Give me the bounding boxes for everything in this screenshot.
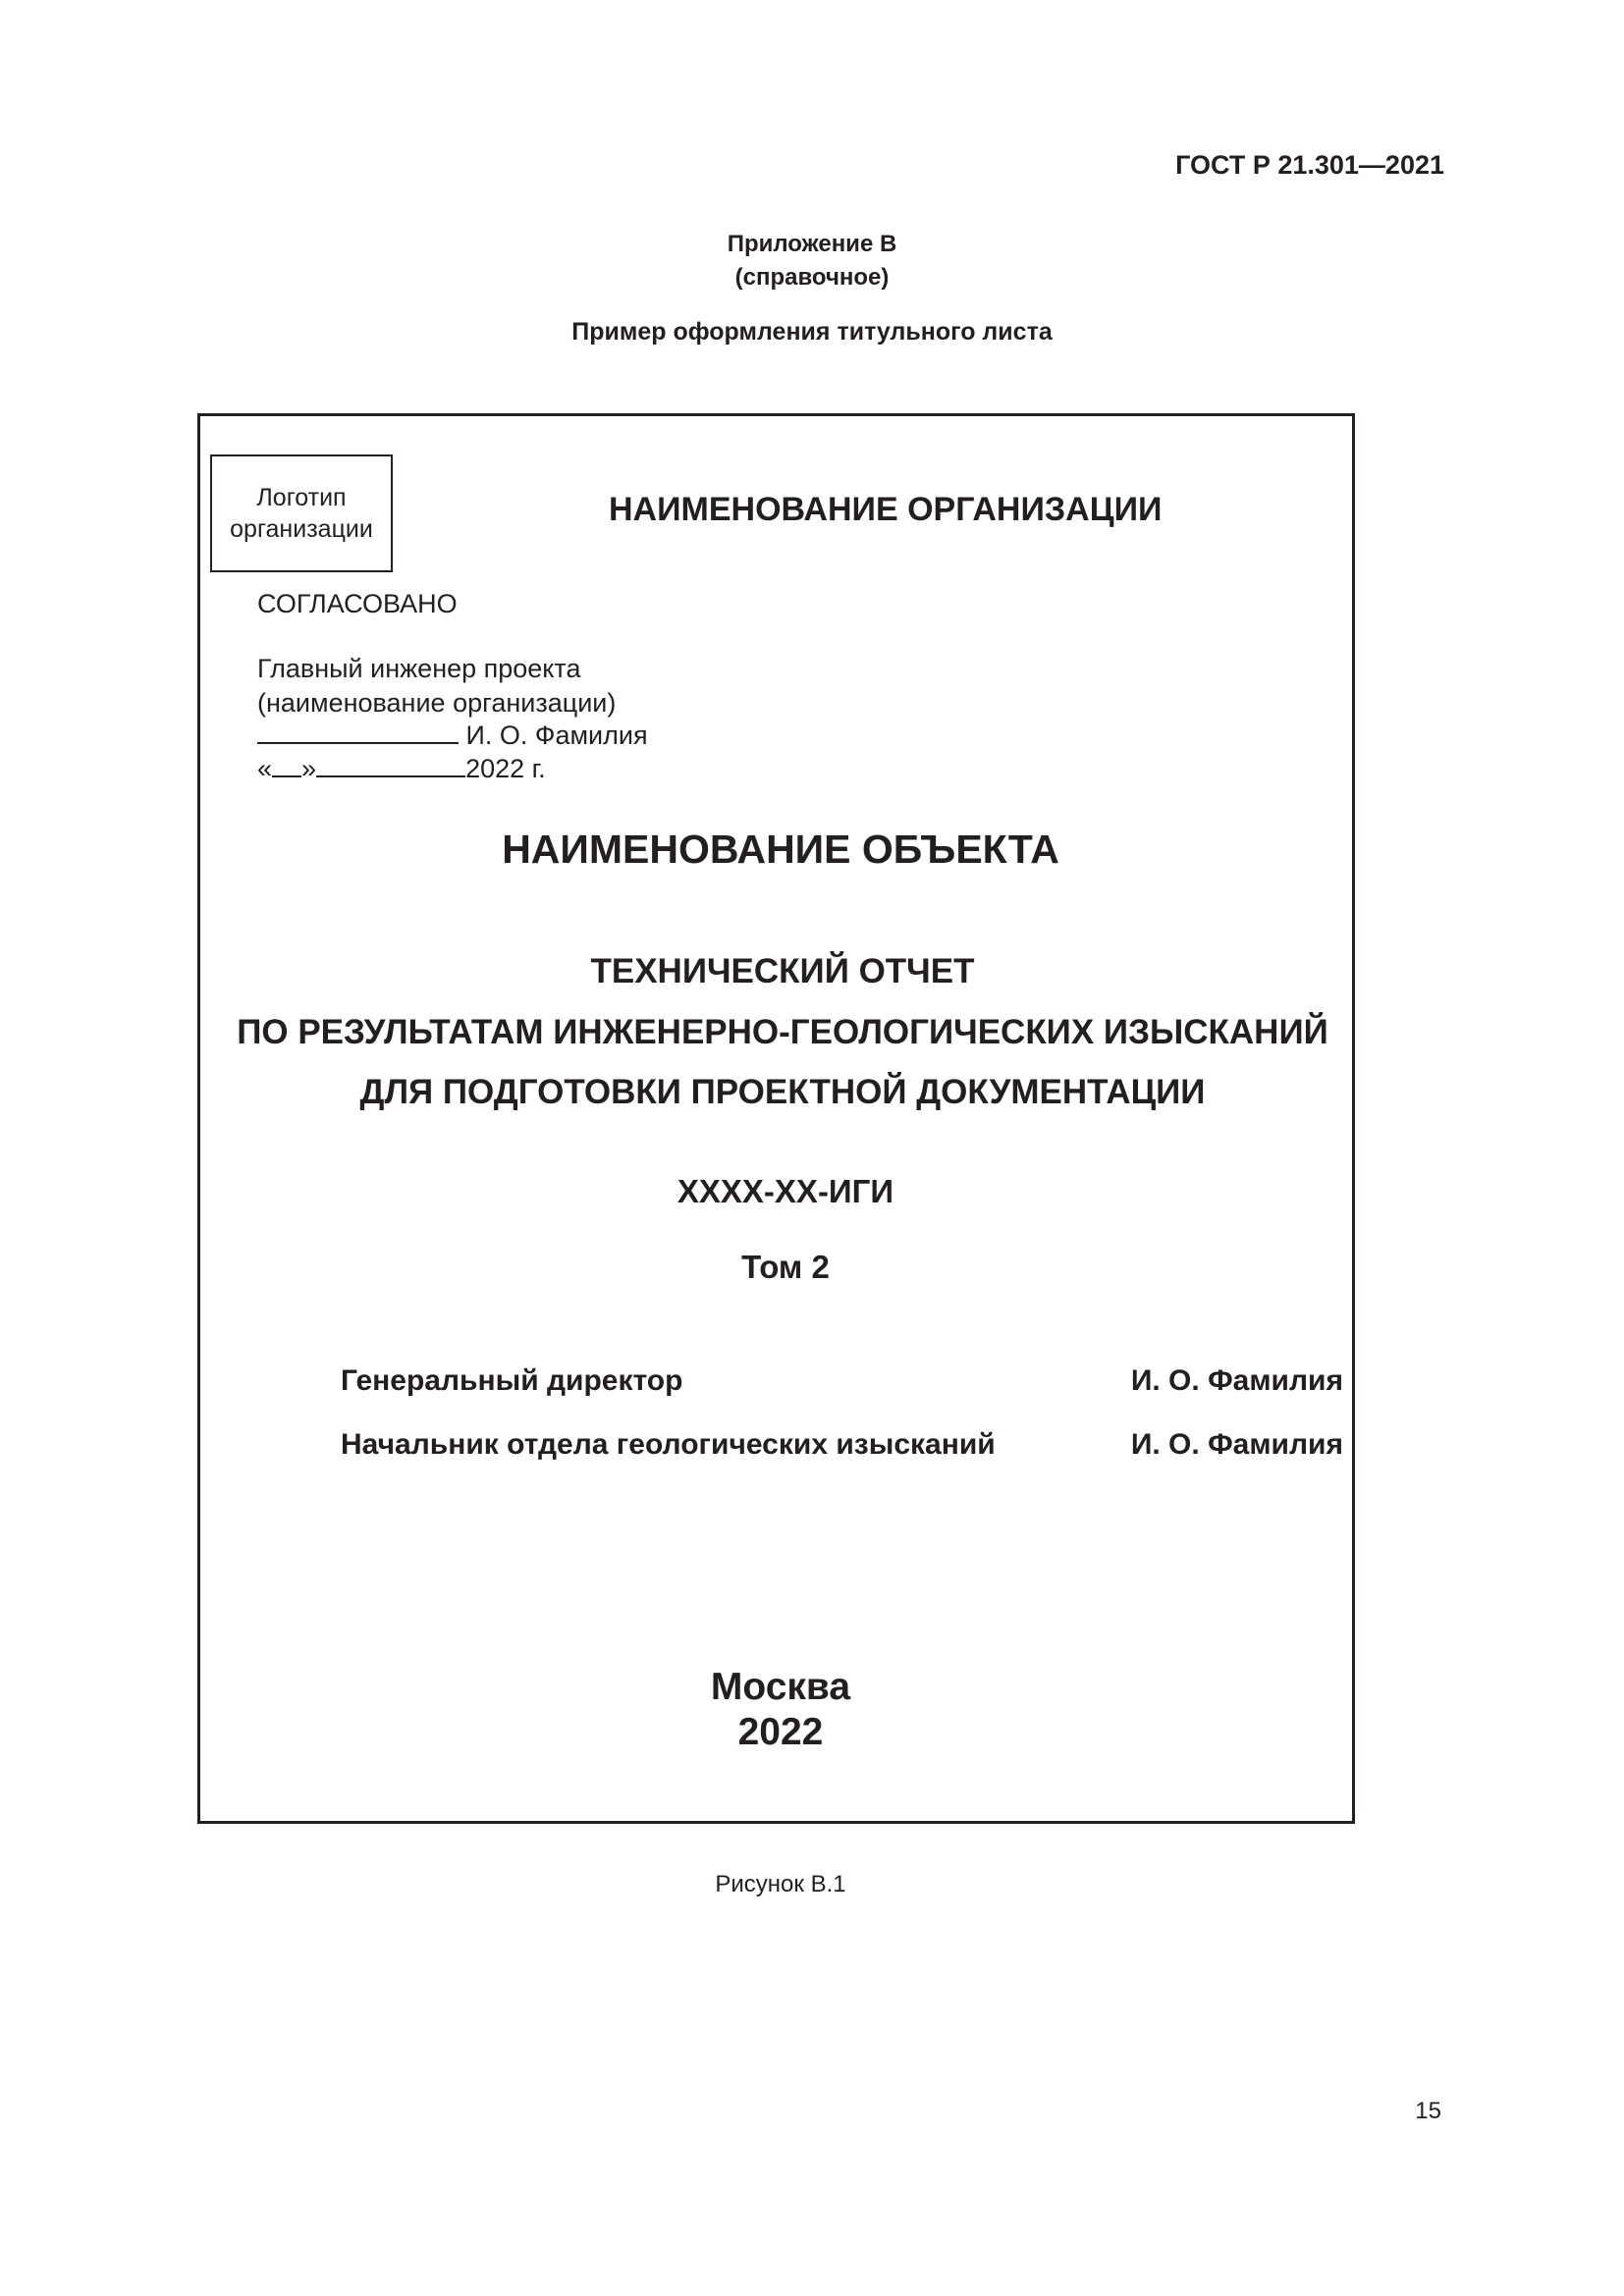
appendix-heading [0, 228, 1624, 294]
year: 2022 [737, 1711, 824, 1753]
appendix-type: (справочное) [734, 264, 890, 291]
city: Москва [710, 1666, 851, 1708]
organization-logo-placeholder [210, 454, 393, 572]
volume-number: Том 2 [741, 1249, 830, 1285]
logo-line-1: Логотип [256, 484, 347, 511]
approval-signature-row [257, 721, 648, 751]
day-line [272, 754, 301, 777]
logo-line-2: организации [230, 515, 373, 543]
title-sheet-frame [197, 413, 1355, 1824]
date-quote-open: « [257, 754, 273, 783]
signature-name-director: И. О. Фамилия [1130, 1364, 1343, 1397]
signature-line [257, 721, 459, 744]
month-line [316, 754, 465, 777]
signature-role-department-head: Начальник отдела геологических изысканий [341, 1428, 996, 1461]
signature-role-director: Генеральный директор [341, 1364, 683, 1397]
signature-name-department-head: И. О. Фамилия [1130, 1428, 1343, 1461]
object-name: НАИМЕНОВАНИЕ ОБЪЕКТА [502, 827, 1059, 872]
approval-date-row [257, 754, 546, 784]
appendix-title: Пример оформления титульного листа [571, 318, 1053, 346]
approval-signatory: И. О. Фамилия [465, 721, 648, 750]
report-title-line-3: ДЛЯ ПОДГОТОВКИ ПРОЕКТНОЙ ДОКУМЕНТАЦИИ [359, 1073, 1206, 1111]
approval-label: СОГЛАСОВАНО [257, 589, 458, 618]
figure-caption: Рисунок В.1 [715, 1871, 846, 1897]
organization-name: НАИМЕНОВАНИЕ ОРГАНИЗАЦИИ [609, 491, 1163, 528]
document-code: ХХХХ-ХХ-ИГИ [677, 1173, 894, 1209]
approval-organization: (наименование организации) [257, 688, 617, 718]
page-number: 15 [1415, 2098, 1441, 2124]
date-year: 2022 г. [465, 754, 546, 783]
report-title-line-1: ТЕХНИЧЕСКИЙ ОТЧЕТ [590, 952, 975, 990]
standard-code: ГОСТ Р 21.301—2021 [1175, 150, 1444, 180]
appendix-label: Приложение В [727, 231, 897, 257]
date-quote-close: » [301, 754, 317, 783]
approval-position: Главный инженер проекта [257, 654, 581, 683]
report-title-line-2: ПО РЕЗУЛЬТАТАМ ИНЖЕНЕРНО-ГЕОЛОГИЧЕСКИХ ИЗЫСКАНИЙ [237, 1013, 1328, 1051]
